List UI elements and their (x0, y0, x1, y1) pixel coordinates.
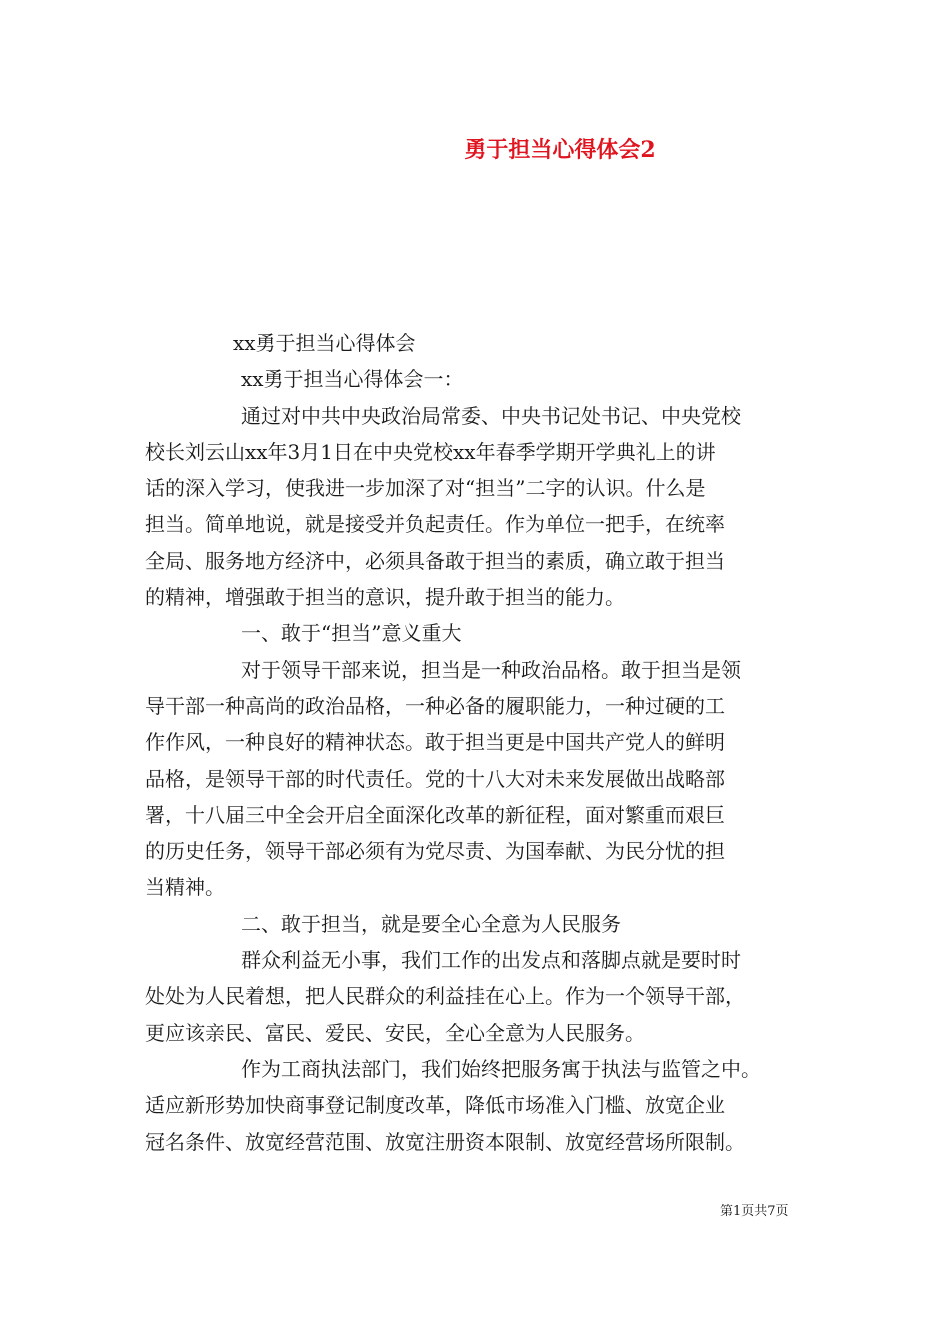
paragraph-line: 当精神。 (145, 875, 225, 900)
paragraph-line: 署，十八届三中全会开启全面深化改革的新征程，面对繁重而艰巨 (145, 802, 725, 827)
paragraph-line: 对于领导干部来说，担当是一种政治品格。敢于担当是领 (241, 657, 741, 682)
paragraph-line: 的历史任务，领导干部必须有为党尽责、为国奉献、为民分忧的担 (145, 839, 725, 864)
paragraph-line: 通过对中共中央政治局常委、中央书记处书记、中央党校 (241, 403, 741, 428)
section-heading: 一、敢于“担当”意义重大 (241, 621, 462, 646)
paragraph-line: 话的深入学习，使我进一步加深了对“担当”二字的认识。什么是 (145, 476, 706, 501)
paragraph-line: 作作风，一种良好的精神状态。敢于担当更是中国共产党人的鲜明 (145, 730, 725, 755)
paragraph-line: 作为工商执法部门，我们始终把服务寓于执法与监管之中。 (241, 1056, 761, 1081)
paragraph-line: 担当。简单地说，就是接受并负起责任。作为单位一把手，在统率 (145, 512, 725, 537)
section-heading: 二、敢于担当，就是要全心全意为人民服务 (241, 911, 621, 936)
paragraph-line: 校长刘云山xx年3月1日在中央党校xx年春季学期开学典礼上的讲 (145, 439, 716, 464)
paragraph-line: 冠名条件、放宽经营范围、放宽注册资本限制、放宽经营场所限制。 (145, 1129, 745, 1154)
document-body (145, 325, 815, 1160)
page-title: 勇于担当心得体会2 (464, 137, 656, 163)
document-heading: xx勇于担当心得体会 (233, 331, 416, 355)
page-number: 第1页共7页 (720, 1204, 789, 1219)
paragraph-line: 全局、服务地方经济中，必须具备敢于担当的素质，确立敢于担当 (145, 548, 725, 573)
paragraph-line: 群众利益无小事，我们工作的出发点和落脚点就是要时时 (241, 948, 741, 973)
paragraph-line: 导干部一种高尚的政治品格，一种必备的履职能力，一种过硬的工 (145, 693, 725, 718)
section-subtitle: xx勇于担当心得体会一： (241, 367, 464, 392)
paragraph-line: 处处为人民着想，把人民群众的利益挂在心上。作为一个领导干部， (145, 984, 745, 1009)
paragraph-line: 更应该亲民、富民、爱民、安民，全心全意为人民服务。 (145, 1020, 645, 1045)
paragraph-line: 品格，是领导干部的时代责任。党的十八大对未来发展做出战略部 (145, 766, 725, 791)
paragraph-line: 适应新形势加快商事登记制度改革，降低市场准入门槛、放宽企业 (145, 1093, 725, 1118)
paragraph-line: 的精神，增强敢于担当的意识，提升敢于担当的能力。 (145, 585, 625, 610)
